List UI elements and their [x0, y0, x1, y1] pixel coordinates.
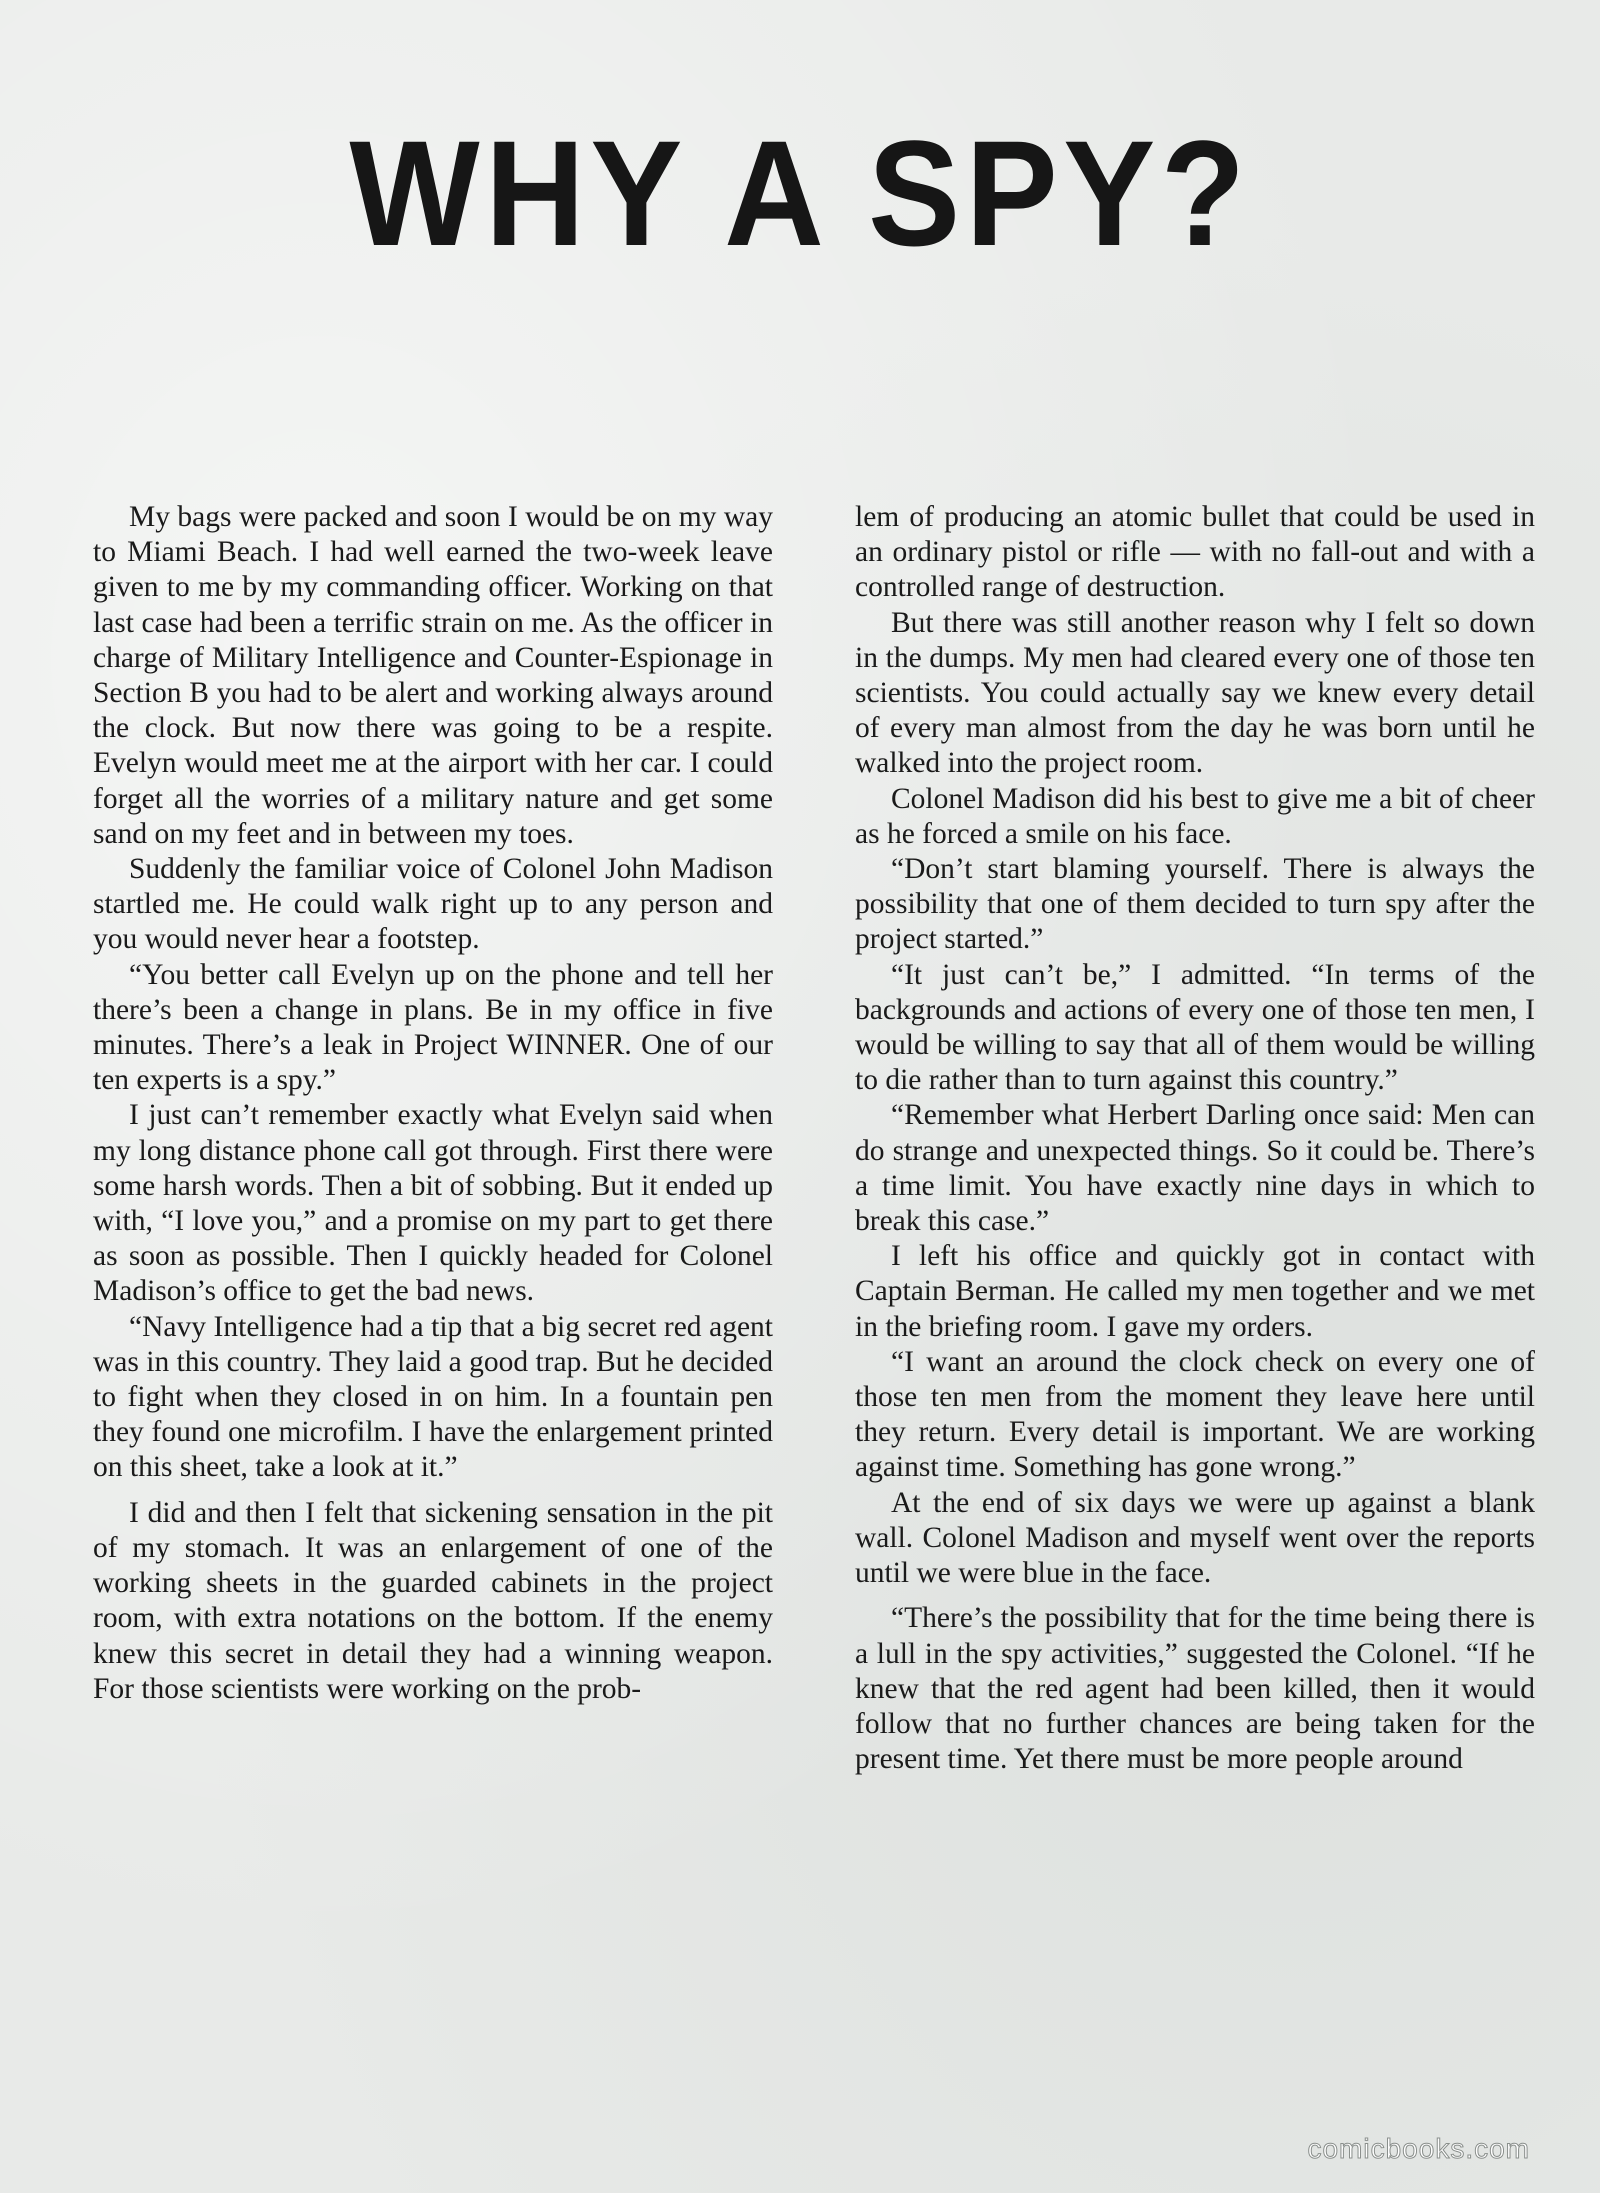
paragraph: But there was still another reason why I felt so down in the dumps. My men had cleared every one of those ten scientists. You could actually say we knew every detail of every man almost from the day he was born until he walked into the project room. — [855, 606, 1535, 780]
right-text-column — [855, 500, 1535, 1777]
paragraph: “You better call Evelyn up on the phone and tell her there’s been a change in plans. Be in my office in five minutes. There’s a leak in Project WINNER. One of our ten experts is a spy.” — [93, 958, 773, 1097]
paragraph: “Remember what Herbert Darling once said: Men can do strange and unexpected things. So it could be. There’s a time limit. You have exactly nine days in which to break this case.” — [855, 1099, 1535, 1238]
paragraph: “I want an around the clock check on every one of those ten men from the moment they leave here until they return. Every detail is important. We are working against time. Something has gone wrong.” — [855, 1345, 1535, 1484]
paragraph: “It just can’t be,” I admitted. “In terms of the backgrounds and actions of every one of those ten men, I would be willing to say that all of them would be willing to die rather than to turn against this country.” — [855, 958, 1535, 1097]
paragraph: I did and then I felt that sickening sensation in the pit of my stomach. It was an enlargement of one of the working sheets in the guarded cabinets in the project room, with extra notations on the bottom. If the enemy knew this secret in detail they had a winning weapon. For those scientists were working on the prob- — [93, 1496, 773, 1705]
paragraph: My bags were packed and soon I would be on my way to Miami Beach. I had well earned the two-week leave given to me by my commanding officer. Working on that last case had been a terrific strain on me. As the officer in charge of Military Intelligence and Counter-Espionage in Section B you had to be alert and working always around the clock. But now there was going to be a respite. Evelyn would meet me at the airport with her car. I could forget all the worries of a military nature and get some sand on my feet and in between my toes. — [93, 501, 773, 850]
paragraph: I just can’t remember exactly what Evelyn said when my long distance phone call got through. First there were some harsh words. Then a bit of sobbing. But it ended up with, “I love you,” and a promise on my part to get there as soon as possible. Then I quickly headed for Colonel Madison’s office to get the bad news. — [93, 1099, 773, 1308]
paragraph: Colonel Madison did his best to give me a bit of cheer as he forced a smile on his face. — [855, 782, 1535, 850]
paragraph: “Don’t start blaming yourself. There is always the possibility that one of them decided to turn spy after the project started.” — [855, 853, 1535, 956]
paragraph: Suddenly the familiar voice of Colonel John Madison startled me. He could walk right up to any person and you would never hear a footstep. — [93, 853, 773, 956]
paragraph: “Navy Intelligence had a tip that a big secret red agent was in this country. They laid a good trap. But he decided to fight when they closed in on him. In a fountain pen they found one microfilm. I have the enlargement printed on this sheet, take a look at it.” — [93, 1310, 773, 1484]
watermark: comicbooks.com — [1307, 2133, 1530, 2164]
article-title: WHY A SPY? — [349, 109, 1251, 277]
left-text-column — [93, 500, 773, 1707]
paragraph: At the end of six days we were up against a blank wall. Colonel Madison and myself went over the reports until we were blue in the face. — [855, 1486, 1535, 1590]
paragraph: “There’s the possibility that for the time being there is a lull in the spy activities,” suggested the Colonel. “If he knew that the red agent had been killed, then it would follow that no further chances are being taken for the present time. Yet there must be more people around — [855, 1602, 1535, 1776]
paragraph: I left his office and quickly got in contact with Captain Berman. He called my men together and we met in the briefing room. I gave my orders. — [855, 1240, 1535, 1343]
paragraph: lem of producing an atomic bullet that could be used in an ordinary pistol or rifle — with no fall-out and with a controlled range of destruction. — [855, 501, 1535, 604]
